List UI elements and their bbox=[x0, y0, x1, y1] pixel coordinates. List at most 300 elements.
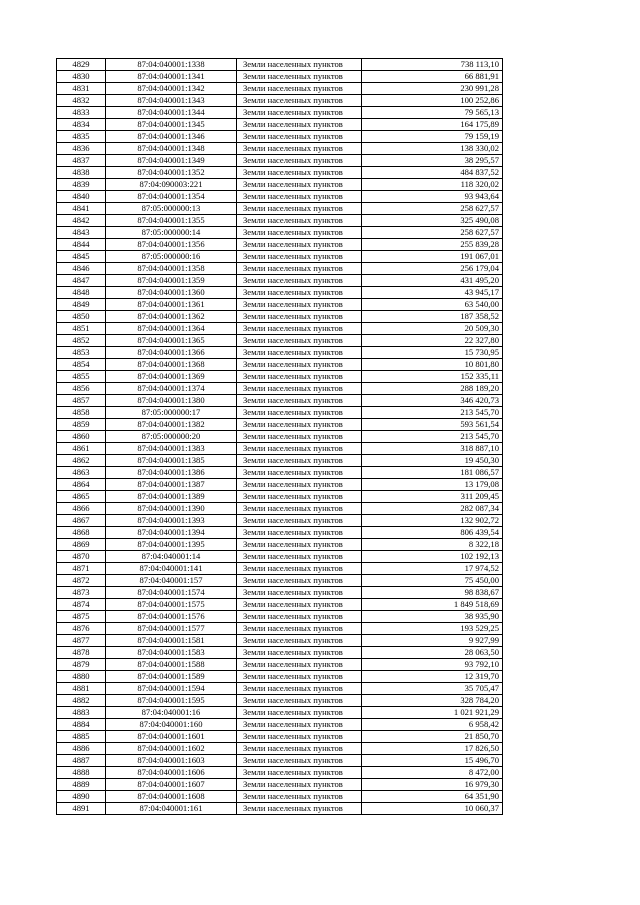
cadastral-number: 87:04:040001:1343 bbox=[106, 95, 237, 107]
row-number: 4886 bbox=[57, 743, 106, 755]
row-number: 4866 bbox=[57, 503, 106, 515]
cadastral-number: 87:04:040001:1574 bbox=[106, 587, 237, 599]
cadastral-value: 258 627,57 bbox=[362, 227, 503, 239]
table-row bbox=[57, 623, 503, 635]
cadastral-value: 191 067,01 bbox=[362, 251, 503, 263]
row-number: 4868 bbox=[57, 527, 106, 539]
cadastral-value: 1 849 518,69 bbox=[362, 599, 503, 611]
land-category: Земли населенных пунктов bbox=[237, 335, 362, 347]
land-category: Земли населенных пунктов bbox=[237, 491, 362, 503]
table-row bbox=[57, 611, 503, 623]
row-number: 4888 bbox=[57, 767, 106, 779]
cadastral-value: 484 837,52 bbox=[362, 167, 503, 179]
table-row bbox=[57, 479, 503, 491]
cadastral-number: 87:04:040001:1383 bbox=[106, 443, 237, 455]
land-category: Земли населенных пунктов bbox=[237, 431, 362, 443]
row-number: 4849 bbox=[57, 299, 106, 311]
table-row bbox=[57, 275, 503, 287]
cadastral-number: 87:04:040001:1395 bbox=[106, 539, 237, 551]
land-category: Земли населенных пунктов bbox=[237, 299, 362, 311]
table-row bbox=[57, 383, 503, 395]
cadastral-number: 87:05:000000:17 bbox=[106, 407, 237, 419]
row-number: 4890 bbox=[57, 791, 106, 803]
table-row bbox=[57, 587, 503, 599]
cadastral-value: 6 958,42 bbox=[362, 719, 503, 731]
cadastral-value: 102 192,13 bbox=[362, 551, 503, 563]
land-category: Земли населенных пунктов bbox=[237, 611, 362, 623]
land-category: Земли населенных пунктов bbox=[237, 179, 362, 191]
table-row bbox=[57, 59, 503, 71]
land-category: Земли населенных пунктов bbox=[237, 215, 362, 227]
table-row bbox=[57, 575, 503, 587]
land-category: Земли населенных пунктов bbox=[237, 743, 362, 755]
row-number: 4856 bbox=[57, 383, 106, 395]
land-category: Земли населенных пунктов bbox=[237, 719, 362, 731]
row-number: 4878 bbox=[57, 647, 106, 659]
cadastral-number: 87:04:040001:1349 bbox=[106, 155, 237, 167]
row-number: 4883 bbox=[57, 707, 106, 719]
cadastral-value: 187 358,52 bbox=[362, 311, 503, 323]
table-row bbox=[57, 119, 503, 131]
cadastral-value: 213 545,70 bbox=[362, 431, 503, 443]
cadastral-number: 87:04:040001:1365 bbox=[106, 335, 237, 347]
cadastral-value: 19 450,30 bbox=[362, 455, 503, 467]
land-category: Земли населенных пунктов bbox=[237, 695, 362, 707]
cadastral-value: 258 627,57 bbox=[362, 203, 503, 215]
land-category: Земли населенных пунктов bbox=[237, 83, 362, 95]
cadastral-number: 87:04:040001:1385 bbox=[106, 455, 237, 467]
table-row bbox=[57, 107, 503, 119]
table-row bbox=[57, 155, 503, 167]
cadastral-number: 87:04:040001:1346 bbox=[106, 131, 237, 143]
row-number: 4867 bbox=[57, 515, 106, 527]
row-number: 4864 bbox=[57, 479, 106, 491]
cadastral-value: 8 322,18 bbox=[362, 539, 503, 551]
row-number: 4855 bbox=[57, 371, 106, 383]
cadastral-value: 806 439,54 bbox=[362, 527, 503, 539]
table-row bbox=[57, 635, 503, 647]
land-category: Земли населенных пунктов bbox=[237, 167, 362, 179]
row-number: 4884 bbox=[57, 719, 106, 731]
table-row bbox=[57, 755, 503, 767]
cadastral-value: 15 730,95 bbox=[362, 347, 503, 359]
cadastral-value: 230 991,28 bbox=[362, 83, 503, 95]
row-number: 4891 bbox=[57, 803, 106, 815]
land-category: Земли населенных пунктов bbox=[237, 119, 362, 131]
land-category: Земли населенных пунктов bbox=[237, 659, 362, 671]
land-category: Земли населенных пунктов bbox=[237, 227, 362, 239]
row-number: 4865 bbox=[57, 491, 106, 503]
table-row bbox=[57, 803, 503, 815]
cadastral-number: 87:04:040001:1355 bbox=[106, 215, 237, 227]
row-number: 4845 bbox=[57, 251, 106, 263]
table-row bbox=[57, 215, 503, 227]
cadastral-value: 213 545,70 bbox=[362, 407, 503, 419]
cadastral-value: 593 561,54 bbox=[362, 419, 503, 431]
table-row bbox=[57, 527, 503, 539]
table-row bbox=[57, 227, 503, 239]
cadastral-number: 87:04:040001:1389 bbox=[106, 491, 237, 503]
cadastral-value: 15 496,70 bbox=[362, 755, 503, 767]
table-row bbox=[57, 131, 503, 143]
cadastral-value: 738 113,10 bbox=[362, 59, 503, 71]
cadastral-value: 79 565,13 bbox=[362, 107, 503, 119]
land-category: Земли населенных пунктов bbox=[237, 371, 362, 383]
table-row bbox=[57, 71, 503, 83]
land-category: Земли населенных пунктов bbox=[237, 203, 362, 215]
land-category: Земли населенных пунктов bbox=[237, 707, 362, 719]
cadastral-number: 87:04:040001:1575 bbox=[106, 599, 237, 611]
row-number: 4843 bbox=[57, 227, 106, 239]
cadastral-value: 10 060,37 bbox=[362, 803, 503, 815]
cadastral-value: 35 705,47 bbox=[362, 683, 503, 695]
cadastral-number: 87:05:000000:14 bbox=[106, 227, 237, 239]
row-number: 4858 bbox=[57, 407, 106, 419]
cadastral-number: 87:04:040001:1589 bbox=[106, 671, 237, 683]
cadastral-value: 8 472,00 bbox=[362, 767, 503, 779]
table-row bbox=[57, 299, 503, 311]
cadastral-value: 288 189,20 bbox=[362, 383, 503, 395]
cadastral-value: 325 490,08 bbox=[362, 215, 503, 227]
cadastral-value: 193 529,25 bbox=[362, 623, 503, 635]
cadastral-number: 87:04:040001:1361 bbox=[106, 299, 237, 311]
table-row bbox=[57, 695, 503, 707]
cadastral-number: 87:04:040001:1338 bbox=[106, 59, 237, 71]
cadastral-number: 87:04:040001:1577 bbox=[106, 623, 237, 635]
cadastral-number: 87:04:040001:1576 bbox=[106, 611, 237, 623]
land-category: Земли населенных пунктов bbox=[237, 515, 362, 527]
cadastral-number: 87:04:040001:1588 bbox=[106, 659, 237, 671]
row-number: 4862 bbox=[57, 455, 106, 467]
cadastral-number: 87:04:040001:160 bbox=[106, 719, 237, 731]
cadastral-value: 79 159,19 bbox=[362, 131, 503, 143]
row-number: 4846 bbox=[57, 263, 106, 275]
row-number: 4848 bbox=[57, 287, 106, 299]
land-category: Земли населенных пунктов bbox=[237, 527, 362, 539]
table-row bbox=[57, 431, 503, 443]
cadastral-value: 43 945,17 bbox=[362, 287, 503, 299]
row-number: 4841 bbox=[57, 203, 106, 215]
cadastral-number: 87:04:040001:1602 bbox=[106, 743, 237, 755]
land-category: Земли населенных пунктов bbox=[237, 347, 362, 359]
table-row bbox=[57, 443, 503, 455]
cadastral-value: 38 295,57 bbox=[362, 155, 503, 167]
table-row bbox=[57, 371, 503, 383]
table-row bbox=[57, 563, 503, 575]
cadastral-value: 64 351,90 bbox=[362, 791, 503, 803]
table-row bbox=[57, 167, 503, 179]
cadastral-number: 87:04:040001:1594 bbox=[106, 683, 237, 695]
land-category: Земли населенных пунктов bbox=[237, 59, 362, 71]
land-category: Земли населенных пунктов bbox=[237, 131, 362, 143]
cadastral-value: 181 086,57 bbox=[362, 467, 503, 479]
land-category: Земли населенных пунктов bbox=[237, 455, 362, 467]
table-row bbox=[57, 95, 503, 107]
table-row bbox=[57, 491, 503, 503]
land-category: Земли населенных пунктов bbox=[237, 803, 362, 815]
cadastral-value: 118 320,02 bbox=[362, 179, 503, 191]
cadastral-number: 87:04:040001:1607 bbox=[106, 779, 237, 791]
land-category: Земли населенных пунктов bbox=[237, 407, 362, 419]
cadastral-number: 87:04:040001:1581 bbox=[106, 635, 237, 647]
table-body bbox=[57, 59, 503, 815]
land-category: Земли населенных пунктов bbox=[237, 263, 362, 275]
cadastral-value: 318 887,10 bbox=[362, 443, 503, 455]
table-row bbox=[57, 539, 503, 551]
row-number: 4873 bbox=[57, 587, 106, 599]
row-number: 4834 bbox=[57, 119, 106, 131]
cadastral-number: 87:04:090003:221 bbox=[106, 179, 237, 191]
cadastral-number: 87:04:040001:1360 bbox=[106, 287, 237, 299]
row-number: 4869 bbox=[57, 539, 106, 551]
land-category: Земли населенных пунктов bbox=[237, 287, 362, 299]
cadastral-number: 87:04:040001:1369 bbox=[106, 371, 237, 383]
row-number: 4880 bbox=[57, 671, 106, 683]
land-category: Земли населенных пунктов bbox=[237, 683, 362, 695]
cadastral-value: 93 792,10 bbox=[362, 659, 503, 671]
row-number: 4847 bbox=[57, 275, 106, 287]
cadastral-number: 87:04:040001:1362 bbox=[106, 311, 237, 323]
table-row bbox=[57, 347, 503, 359]
land-category: Земли населенных пунктов bbox=[237, 503, 362, 515]
cadastral-value: 28 063,50 bbox=[362, 647, 503, 659]
cadastral-number: 87:04:040001:1359 bbox=[106, 275, 237, 287]
table-row bbox=[57, 311, 503, 323]
table-row bbox=[57, 551, 503, 563]
cadastral-value: 311 209,45 bbox=[362, 491, 503, 503]
cadastral-number: 87:04:040001:1341 bbox=[106, 71, 237, 83]
row-number: 4889 bbox=[57, 779, 106, 791]
cadastral-number: 87:04:040001:1394 bbox=[106, 527, 237, 539]
land-category: Земли населенных пунктов bbox=[237, 479, 362, 491]
cadastral-number: 87:05:000000:16 bbox=[106, 251, 237, 263]
cadastral-number: 87:04:040001:1603 bbox=[106, 755, 237, 767]
table-row bbox=[57, 455, 503, 467]
land-category: Земли населенных пунктов bbox=[237, 575, 362, 587]
table-row bbox=[57, 671, 503, 683]
cadastral-number: 87:04:040001:1348 bbox=[106, 143, 237, 155]
table-row bbox=[57, 683, 503, 695]
row-number: 4876 bbox=[57, 623, 106, 635]
row-number: 4840 bbox=[57, 191, 106, 203]
cadastral-value: 138 330,02 bbox=[362, 143, 503, 155]
row-number: 4879 bbox=[57, 659, 106, 671]
land-category: Земли населенных пунктов bbox=[237, 323, 362, 335]
land-category: Земли населенных пунктов bbox=[237, 359, 362, 371]
table-row bbox=[57, 191, 503, 203]
cadastral-value: 12 319,70 bbox=[362, 671, 503, 683]
cadastral-number: 87:04:040001:1368 bbox=[106, 359, 237, 371]
cadastral-number: 87:04:040001:1344 bbox=[106, 107, 237, 119]
land-category: Земли населенных пунктов bbox=[237, 107, 362, 119]
cadastral-number: 87:04:040001:1583 bbox=[106, 647, 237, 659]
row-number: 4829 bbox=[57, 59, 106, 71]
cadastral-value: 1 021 921,29 bbox=[362, 707, 503, 719]
cadastral-value: 66 881,91 bbox=[362, 71, 503, 83]
row-number: 4842 bbox=[57, 215, 106, 227]
land-category: Земли населенных пунктов bbox=[237, 791, 362, 803]
table-row bbox=[57, 203, 503, 215]
row-number: 4835 bbox=[57, 131, 106, 143]
row-number: 4859 bbox=[57, 419, 106, 431]
table-row bbox=[57, 707, 503, 719]
row-number: 4882 bbox=[57, 695, 106, 707]
cadastral-number: 87:04:040001:1364 bbox=[106, 323, 237, 335]
table-row bbox=[57, 251, 503, 263]
row-number: 4832 bbox=[57, 95, 106, 107]
cadastral-value: 255 839,28 bbox=[362, 239, 503, 251]
cadastral-number: 87:04:040001:1606 bbox=[106, 767, 237, 779]
row-number: 4863 bbox=[57, 467, 106, 479]
table-row bbox=[57, 659, 503, 671]
cadastral-number: 87:04:040001:1342 bbox=[106, 83, 237, 95]
cadastral-number: 87:04:040001:1366 bbox=[106, 347, 237, 359]
table-row bbox=[57, 467, 503, 479]
cadastral-number: 87:04:040001:1380 bbox=[106, 395, 237, 407]
cadastral-value: 93 943,64 bbox=[362, 191, 503, 203]
land-category: Земли населенных пунктов bbox=[237, 95, 362, 107]
row-number: 4885 bbox=[57, 731, 106, 743]
land-category: Земли населенных пунктов bbox=[237, 275, 362, 287]
row-number: 4851 bbox=[57, 323, 106, 335]
table-row bbox=[57, 419, 503, 431]
land-category: Земли населенных пунктов bbox=[237, 443, 362, 455]
table-row bbox=[57, 743, 503, 755]
land-category: Земли населенных пунктов bbox=[237, 647, 362, 659]
cadastral-value: 75 450,00 bbox=[362, 575, 503, 587]
row-number: 4860 bbox=[57, 431, 106, 443]
row-number: 4838 bbox=[57, 167, 106, 179]
cadastral-value: 346 420,73 bbox=[362, 395, 503, 407]
land-category: Земли населенных пунктов bbox=[237, 623, 362, 635]
row-number: 4830 bbox=[57, 71, 106, 83]
table-row bbox=[57, 143, 503, 155]
row-number: 4850 bbox=[57, 311, 106, 323]
land-category: Земли населенных пунктов bbox=[237, 383, 362, 395]
cadastral-value: 9 927,99 bbox=[362, 635, 503, 647]
table-row bbox=[57, 323, 503, 335]
land-category: Земли населенных пунктов bbox=[237, 551, 362, 563]
cadastral-number: 87:04:040001:1595 bbox=[106, 695, 237, 707]
table-row bbox=[57, 359, 503, 371]
land-category: Земли населенных пунктов bbox=[237, 191, 362, 203]
table-row bbox=[57, 731, 503, 743]
row-number: 4836 bbox=[57, 143, 106, 155]
land-category: Земли населенных пунктов bbox=[237, 587, 362, 599]
table-row bbox=[57, 287, 503, 299]
row-number: 4844 bbox=[57, 239, 106, 251]
cadastral-value: 17 974,52 bbox=[362, 563, 503, 575]
cadastral-value: 22 327,80 bbox=[362, 335, 503, 347]
row-number: 4875 bbox=[57, 611, 106, 623]
row-number: 4870 bbox=[57, 551, 106, 563]
land-category: Земли населенных пунктов bbox=[237, 251, 362, 263]
row-number: 4852 bbox=[57, 335, 106, 347]
cadastral-number: 87:04:040001:1608 bbox=[106, 791, 237, 803]
land-category: Земли населенных пунктов bbox=[237, 731, 362, 743]
cadastral-number: 87:05:000000:20 bbox=[106, 431, 237, 443]
row-number: 4853 bbox=[57, 347, 106, 359]
row-number: 4874 bbox=[57, 599, 106, 611]
row-number: 4833 bbox=[57, 107, 106, 119]
row-number: 4839 bbox=[57, 179, 106, 191]
cadastral-value: 10 801,80 bbox=[362, 359, 503, 371]
row-number: 4861 bbox=[57, 443, 106, 455]
table-row bbox=[57, 263, 503, 275]
cadastral-number: 87:05:000000:13 bbox=[106, 203, 237, 215]
table-row bbox=[57, 239, 503, 251]
land-category: Земли населенных пунктов bbox=[237, 395, 362, 407]
cadastral-number: 87:04:040001:1387 bbox=[106, 479, 237, 491]
table-row bbox=[57, 335, 503, 347]
cadastral-value: 164 175,89 bbox=[362, 119, 503, 131]
row-number: 4872 bbox=[57, 575, 106, 587]
cadastral-number: 87:04:040001:1382 bbox=[106, 419, 237, 431]
cadastral-number: 87:04:040001:1601 bbox=[106, 731, 237, 743]
cadastral-number: 87:04:040001:1386 bbox=[106, 467, 237, 479]
cadastral-value: 13 179,08 bbox=[362, 479, 503, 491]
cadastral-number: 87:04:040001:1374 bbox=[106, 383, 237, 395]
cadastral-value: 100 252,86 bbox=[362, 95, 503, 107]
row-number: 4877 bbox=[57, 635, 106, 647]
cadastral-value: 152 335,11 bbox=[362, 371, 503, 383]
cadastral-number: 87:04:040001:16 bbox=[106, 707, 237, 719]
table-row bbox=[57, 503, 503, 515]
cadastral-number: 87:04:040001:157 bbox=[106, 575, 237, 587]
cadastral-number: 87:04:040001:14 bbox=[106, 551, 237, 563]
land-category: Земли населенных пунктов bbox=[237, 539, 362, 551]
cadastral-number: 87:04:040001:1358 bbox=[106, 263, 237, 275]
cadastral-number: 87:04:040001:1354 bbox=[106, 191, 237, 203]
table-row bbox=[57, 647, 503, 659]
land-category: Земли населенных пунктов bbox=[237, 635, 362, 647]
table-row bbox=[57, 83, 503, 95]
cadastral-value: 132 902,72 bbox=[362, 515, 503, 527]
cadastral-value: 328 784,20 bbox=[362, 695, 503, 707]
table-row bbox=[57, 779, 503, 791]
table-row bbox=[57, 395, 503, 407]
cadastral-value: 38 935,90 bbox=[362, 611, 503, 623]
cadastral-number: 87:04:040001:1345 bbox=[106, 119, 237, 131]
row-number: 4871 bbox=[57, 563, 106, 575]
cadastral-number: 87:04:040001:1393 bbox=[106, 515, 237, 527]
row-number: 4881 bbox=[57, 683, 106, 695]
land-category: Земли населенных пунктов bbox=[237, 419, 362, 431]
row-number: 4857 bbox=[57, 395, 106, 407]
cadastral-value: 16 979,30 bbox=[362, 779, 503, 791]
cadastral-value: 63 540,00 bbox=[362, 299, 503, 311]
row-number: 4887 bbox=[57, 755, 106, 767]
cadastral-number: 87:04:040001:1390 bbox=[106, 503, 237, 515]
land-category: Земли населенных пунктов bbox=[237, 71, 362, 83]
cadastral-number: 87:04:040001:1356 bbox=[106, 239, 237, 251]
cadastral-value: 256 179,04 bbox=[362, 263, 503, 275]
land-category: Земли населенных пунктов bbox=[237, 779, 362, 791]
row-number: 4854 bbox=[57, 359, 106, 371]
land-category: Земли населенных пунктов bbox=[237, 239, 362, 251]
land-category: Земли населенных пунктов bbox=[237, 671, 362, 683]
cadastral-value: 20 509,30 bbox=[362, 323, 503, 335]
land-category: Земли населенных пунктов bbox=[237, 143, 362, 155]
row-number: 4831 bbox=[57, 83, 106, 95]
land-category: Земли населенных пунктов bbox=[237, 599, 362, 611]
cadastral-value: 21 850,70 bbox=[362, 731, 503, 743]
table-row bbox=[57, 767, 503, 779]
cadastral-number: 87:04:040001:161 bbox=[106, 803, 237, 815]
row-number: 4837 bbox=[57, 155, 106, 167]
table-row bbox=[57, 599, 503, 611]
table-row bbox=[57, 179, 503, 191]
